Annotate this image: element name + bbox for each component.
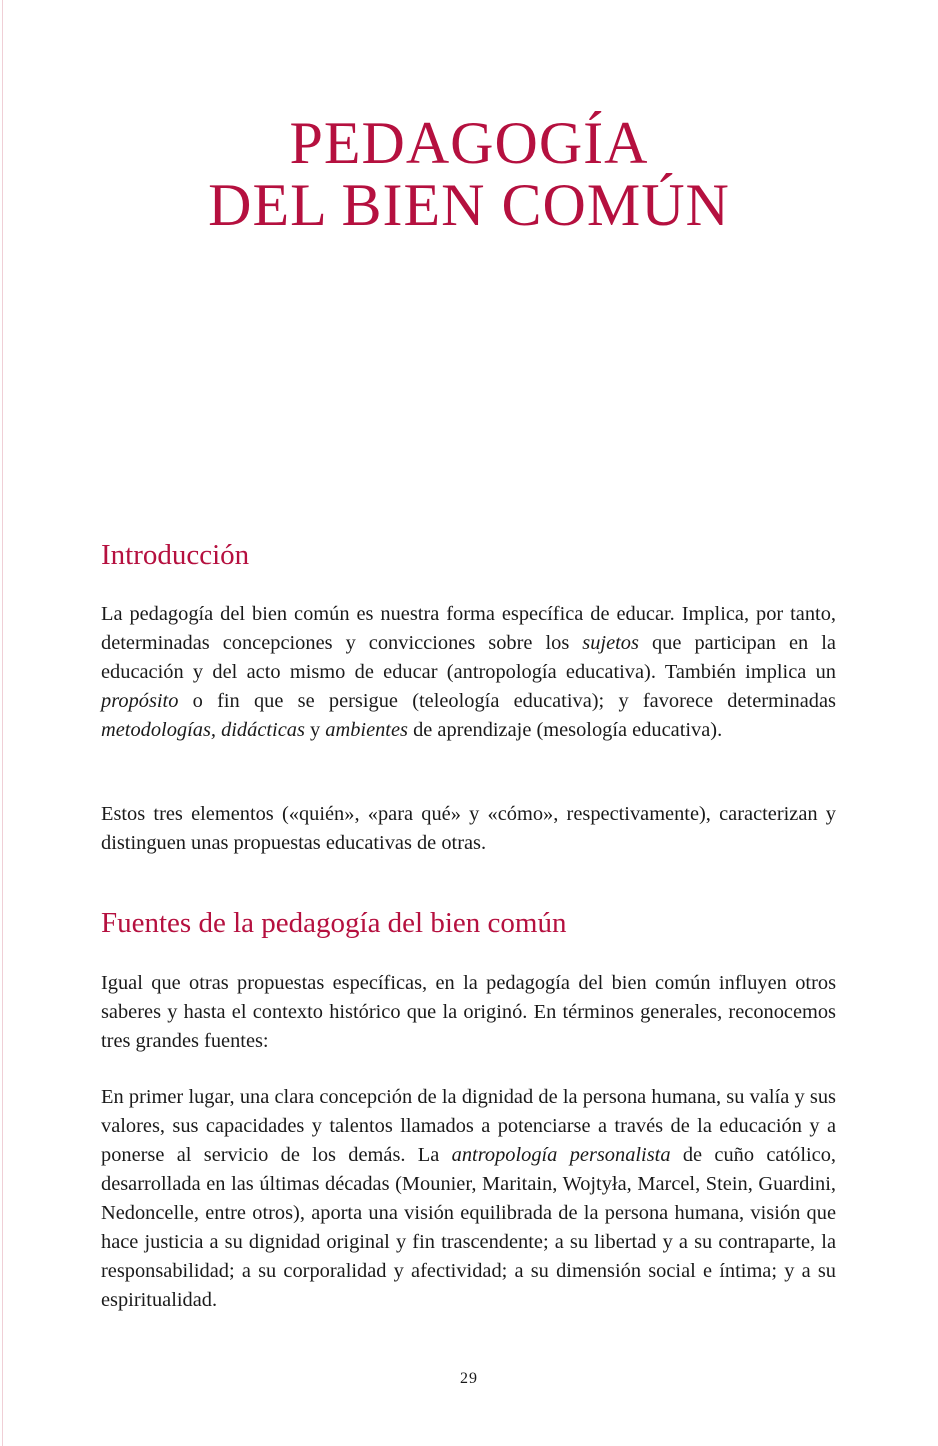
fuentes-paragraph-2 — [101, 1083, 836, 1315]
chapter-title-line-1: PEDAGOGÍA — [289, 110, 649, 176]
intro-p1-italic-sujetos: sujetos — [582, 632, 639, 654]
intro-paragraph-1 — [101, 600, 836, 745]
fuentes-p2-italic-antropologia: antropología personalista — [451, 1144, 671, 1166]
intro-p1-text-1: La pedagogía del bien común es nuestra forma específica de educar. Implica, por tanto, determinadas concepciones y convicciones sobre los — [101, 603, 836, 654]
fuentes-p2-text-1: En primer lugar, una clara concepción de la dignidad de la persona humana, su valía y sus valores, sus capacidades y talentos llamados a potenciarse a través de la educación y a ponerse al servicio de los demás. La — [101, 1086, 836, 1166]
section-heading-introduccion: Introducción — [101, 539, 250, 571]
intro-p1-text-2: que participan en la educación y del acto mismo de educar (antropología educativa). También implica un — [101, 632, 836, 683]
intro-p1-italic-metodologias: metodologías, didácticas — [101, 719, 305, 741]
fuentes-paragraph-1: Igual que otras propuestas específicas, en la pedagogía del bien común influyen otros saberes y hasta el contexto histórico que la originó. En términos generales, reconocemos tres grandes fuentes: — [101, 972, 836, 1052]
intro-p1-text-5: de aprendizaje (mesología educativa). — [407, 719, 723, 741]
intro-p1-italic-ambientes: ambientes — [325, 719, 408, 741]
section-heading-fuentes: Fuentes de la pedagogía del bien común — [101, 907, 567, 939]
intro-p1-text-4: y — [304, 719, 326, 741]
page-number: 29 — [460, 1370, 478, 1387]
intro-p1-text-3: o fin que se persigue (teleología educativa); y favorece determinadas — [178, 690, 836, 712]
chapter-title — [0, 112, 938, 236]
fuentes-p2-text-2: de cuño católico, desarrollada en las últimas décadas (Mounier, Maritain, Wojtyła, Marcel, Stein, Guardini, Nedoncelle, entre otros), aporta una visión equilibrada de la persona humana, visión que hace justicia a su dignidad original y fin trascendente; a su libertad y a su contraparte, la responsabilidad; a su corporalidad y afectividad; a su dimensión social e íntima; y a su espiritualidad. — [101, 1144, 836, 1311]
intro-p1-italic-proposito: propósito — [101, 690, 179, 712]
intro-paragraph-2: Estos tres elementos («quién», «para qué» y «cómo», respectivamente), caracterizan y distinguen unas propuestas educativas de otras. — [101, 803, 836, 854]
chapter-title-line-2: DEL BIEN COMÚN — [208, 172, 730, 238]
